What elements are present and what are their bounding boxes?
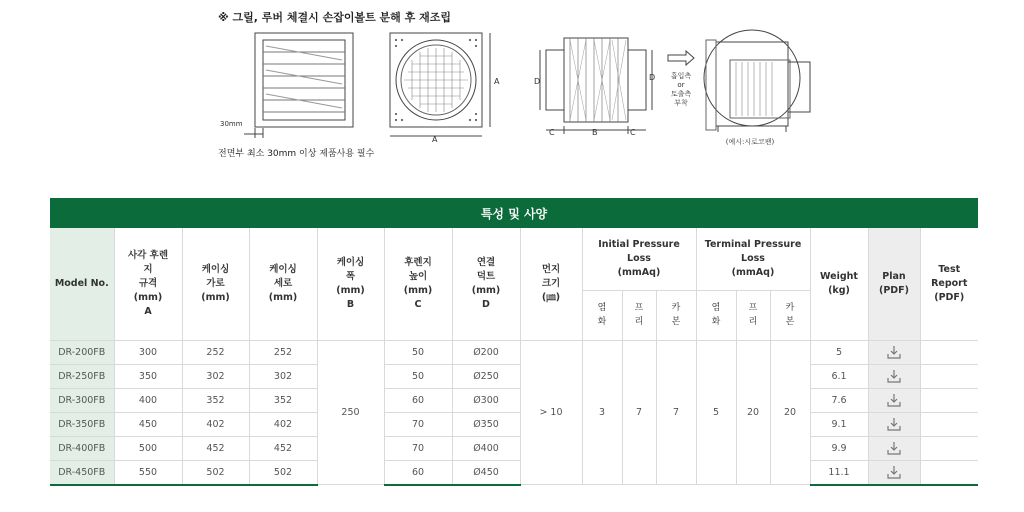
cell-weight: 9.1: [810, 412, 868, 436]
cell-weight: 7.6: [810, 388, 868, 412]
header-casing-height: 케이싱 세로 (mm): [249, 228, 317, 340]
cell-duct: Ø400: [452, 436, 520, 460]
cell-initial-free: 7: [622, 340, 656, 485]
cell-casing-height: 502: [249, 460, 317, 485]
cell-size: 400: [114, 388, 182, 412]
cell-casing-depth: 250: [317, 340, 384, 485]
dim-d-left: D: [534, 77, 541, 86]
sirocco-fan-drawing: [704, 30, 810, 132]
cell-casing-width: 402: [182, 412, 249, 436]
cell-test-report: [920, 364, 978, 388]
cell-model: DR-350FB: [50, 412, 114, 436]
cell-size: 500: [114, 436, 182, 460]
header-duct: 연결 덕트 (mm) D: [452, 228, 520, 340]
header-dust-size: 먼지 크기 (㎛): [520, 228, 582, 340]
cell-initial-pvc: 3: [582, 340, 622, 485]
cell-casing-width: 452: [182, 436, 249, 460]
cell-casing-width: 252: [182, 340, 249, 364]
spec-section-title: 특성 및 사양: [50, 198, 978, 228]
dim-a-bottom: A: [432, 135, 438, 144]
header-flange-height: 후렌지 높이 (mm) C: [384, 228, 452, 340]
header-terminal-pressure: Terminal Pressure Loss (mmAq): [696, 228, 810, 290]
cell-casing-width: 302: [182, 364, 249, 388]
header-plan: Plan (PDF): [868, 228, 920, 340]
header-initial-pressure: Initial Pressure Loss (mmAq): [582, 228, 696, 290]
assembly-note: ※ 그릴, 루버 체결시 손잡이볼트 분해 후 재조립: [218, 11, 451, 24]
cell-flange: 70: [384, 436, 452, 460]
dim-30mm-label: 30mm: [220, 120, 243, 128]
cell-size: 300: [114, 340, 182, 364]
example-caption: (예시:시로코팬): [725, 138, 775, 146]
subheader-initial-free: 프 리: [622, 290, 656, 340]
download-icon[interactable]: [886, 344, 902, 360]
cell-model: DR-400FB: [50, 436, 114, 460]
cell-plan[interactable]: [868, 388, 920, 412]
header-casing-depth: 케이싱 폭 (mm) B: [317, 228, 384, 340]
cell-weight: 11.1: [810, 460, 868, 485]
arrow-label-1: 흡입측: [670, 72, 692, 80]
arrow-label-2: 토출측: [670, 90, 692, 98]
cell-plan[interactable]: [868, 460, 920, 485]
cell-casing-width: 352: [182, 388, 249, 412]
attach-arrow-icon: [668, 51, 694, 65]
subheader-terminal-pvc: 염 화: [696, 290, 736, 340]
subheader-initial-carbon: 카 본: [656, 290, 696, 340]
cell-duct: Ø350: [452, 412, 520, 436]
cell-duct: Ø250: [452, 364, 520, 388]
cell-size: 550: [114, 460, 182, 485]
cell-casing-height: 452: [249, 436, 317, 460]
cell-terminal-free: 20: [736, 340, 770, 485]
header-weight: Weight (kg): [810, 228, 868, 340]
cell-model: DR-250FB: [50, 364, 114, 388]
table-row: [50, 412, 978, 436]
cell-weight: 5: [810, 340, 868, 364]
table-row: [50, 388, 978, 412]
cell-test-report: [920, 436, 978, 460]
cell-dust-size: > 10: [520, 340, 582, 485]
dim-b: B: [592, 128, 598, 137]
dim-c-right: C: [630, 128, 636, 137]
dim-c-left: C: [549, 128, 555, 137]
cell-casing-height: 402: [249, 412, 317, 436]
cell-duct: Ø200: [452, 340, 520, 364]
download-icon[interactable]: [886, 392, 902, 408]
louver-drawing: [244, 33, 353, 138]
cell-size: 350: [114, 364, 182, 388]
arrow-label-or: or: [677, 81, 685, 89]
table-row: [50, 364, 978, 388]
table-row: [50, 436, 978, 460]
header-casing-width: 케이싱 가로 (mm): [182, 228, 249, 340]
cell-model: DR-450FB: [50, 460, 114, 485]
dim-d-right: D: [649, 73, 656, 82]
cell-model: DR-200FB: [50, 340, 114, 364]
dim-a-side: A: [494, 77, 500, 86]
subheader-terminal-free: 프 리: [736, 290, 770, 340]
cell-casing-height: 302: [249, 364, 317, 388]
product-drawings: [0, 0, 1024, 170]
cell-duct: Ø450: [452, 460, 520, 485]
grill-drawing: [390, 33, 490, 136]
spec-table: [50, 228, 978, 486]
cell-test-report: [920, 340, 978, 364]
cell-duct: Ø300: [452, 388, 520, 412]
cell-initial-carbon: 7: [656, 340, 696, 485]
cell-test-report: [920, 412, 978, 436]
cell-casing-height: 352: [249, 388, 317, 412]
subheader-initial-pvc: 염 화: [582, 290, 622, 340]
download-icon[interactable]: [886, 440, 902, 456]
header-size: 사각 후렌 지 규격 (mm) A: [114, 228, 182, 340]
cell-test-report: [920, 388, 978, 412]
cell-flange: 50: [384, 340, 452, 364]
cell-weight: 9.9: [810, 436, 868, 460]
cell-flange: 70: [384, 412, 452, 436]
cell-size: 450: [114, 412, 182, 436]
header-test-report: Test Report (PDF): [920, 228, 978, 340]
cell-terminal-carbon: 20: [770, 340, 810, 485]
cell-test-report: [920, 460, 978, 485]
cell-flange: 50: [384, 364, 452, 388]
table-row: [50, 460, 978, 485]
side-view-drawing: [540, 38, 652, 134]
cell-flange: 60: [384, 460, 452, 485]
cell-weight: 6.1: [810, 364, 868, 388]
cell-terminal-pvc: 5: [696, 340, 736, 485]
arrow-label-3: 부착: [674, 99, 688, 107]
cell-plan[interactable]: [868, 364, 920, 388]
cell-flange: 60: [384, 388, 452, 412]
cell-plan[interactable]: [868, 436, 920, 460]
cell-casing-width: 502: [182, 460, 249, 485]
table-row: [50, 340, 978, 364]
cell-casing-height: 252: [249, 340, 317, 364]
front-clearance-note: 전면부 최소 30mm 이상 제품사용 필수: [218, 149, 375, 159]
download-icon[interactable]: [886, 464, 902, 480]
header-model: Model No.: [50, 228, 114, 340]
cell-model: DR-300FB: [50, 388, 114, 412]
cell-plan[interactable]: [868, 412, 920, 436]
cell-plan[interactable]: [868, 340, 920, 364]
download-icon[interactable]: [886, 416, 902, 432]
subheader-terminal-carbon: 카 본: [770, 290, 810, 340]
download-icon[interactable]: [886, 368, 902, 384]
